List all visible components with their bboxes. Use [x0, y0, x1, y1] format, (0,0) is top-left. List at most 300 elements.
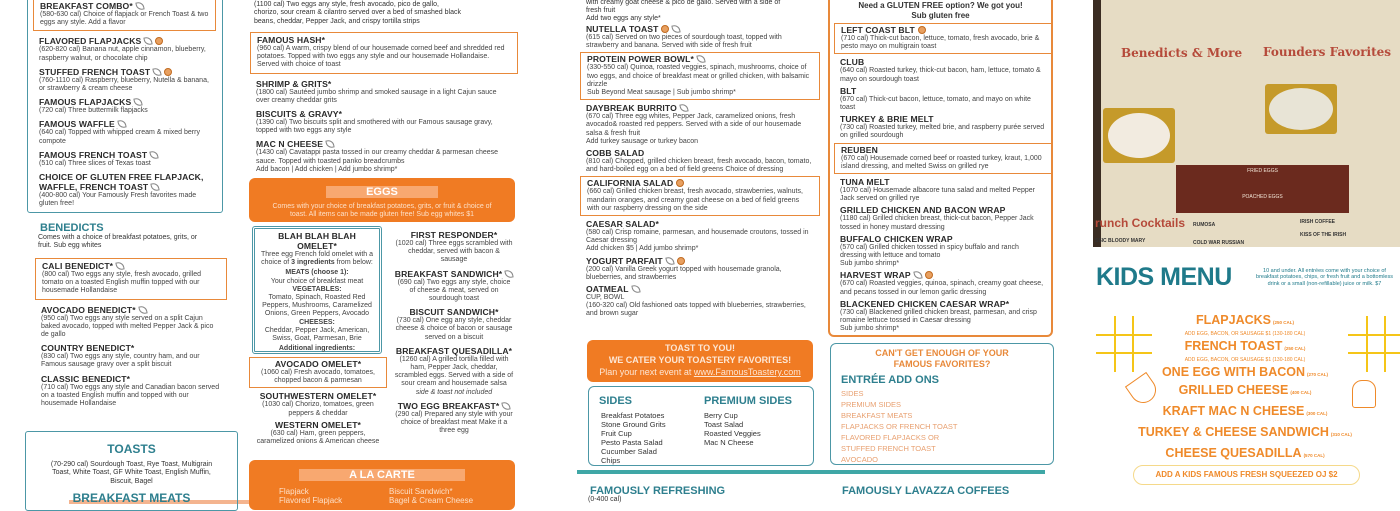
- menu-page-1: [0, 0, 245, 506]
- menu-item-title: CLASSIC BENEDICT*: [41, 373, 131, 384]
- list-entry: Chips: [601, 456, 621, 465]
- menu-item-name: [840, 177, 1046, 187]
- eggs-note: Comes with your choice of breakfast potatoes, grits, or fruit & choice of toast. All items can be made gluten free! Sub egg whites $1: [272, 203, 492, 219]
- list-entry: Cucumber Salad: [601, 447, 657, 456]
- menu-item-desc: (200 cal) Vanilla Greek yogurt topped with housemade granola, blueberries, and strawberries: [586, 265, 782, 281]
- omelet-meats-heading: MEATS (choose 1):: [285, 269, 349, 277]
- menu-item: [834, 205, 1052, 231]
- sides-box: [588, 386, 814, 466]
- toasts-heading: TOASTS: [103, 442, 159, 456]
- omelet-cheese: Cheddar, Pepper Jack, American, Swiss, Goat, Parmesan, Brie: [264, 326, 370, 343]
- menu-item-desc: (620-820 cal) Banana nut, apple cinnamon, blueberry, raspberry walnut, or chocolate chip: [39, 46, 206, 62]
- menu-item: [580, 103, 820, 146]
- a-la-carte-heading: A LA CARTE: [299, 469, 465, 481]
- menu-item-name: [394, 307, 514, 317]
- menu-item-desc: (800 cal) Two eggs any style, fresh avocado, grilled tomato on a toasted English muffin topped with our housemade Hollandaise: [42, 271, 202, 295]
- menu-item-desc: (1060 cal) Fresh avocado, tomatoes, chopped bacon & parmesan: [260, 369, 375, 385]
- vegetarian-leaf-icon: [679, 104, 688, 113]
- menu-item-title: BISCUIT SANDWICH*: [409, 307, 499, 318]
- menu-item-name: [586, 284, 814, 294]
- menu-item-title: GRILLED CHICKEN AND BACON WRAP: [840, 205, 1006, 216]
- menu-item-desc: (580-630 cal) Choice of flapjack or French Toast & two eggs any style. Add a flavor: [40, 11, 209, 27]
- menu-item-note: side & toast not included: [415, 388, 493, 396]
- menu-item-desc: (640 cal) Topped with whipped cream & mixed berry compote: [39, 129, 200, 145]
- alacarte-item: Bagel & Cream Cheese: [389, 496, 474, 505]
- menu-item-title: PROTEIN POWER BOWL*: [587, 54, 694, 65]
- catering-line-3: Plan your next event at: [599, 367, 692, 377]
- menu-item-name: [256, 109, 512, 119]
- favorites-items: [250, 30, 518, 178]
- menu-item-desc: (810 cal) Chopped, grilled chicken breast, fresh avocado, bacon, tomato, and hard-boiled egg on a bed of field greens Choice of dressing: [586, 158, 812, 174]
- menu-item-desc: (960 cal) A warm, crispy blend of our housemade corned beef and shredded red potatoes. Topped with two eggs any style and our housemade Hollandaise. Served with choice of toast: [257, 45, 505, 69]
- menu-item-desc: (760-1110 cal) Raspberry, blueberry, Nutella & banana, or strawberry & cream cheese: [39, 76, 209, 93]
- omelet-intro: Three egg French fold omelet with a choice of: [260, 251, 374, 267]
- menu-item: [33, 67, 216, 93]
- menu-item-title: BLACKENED CHICKEN CAESAR WRAP*: [840, 298, 1010, 309]
- menu-item-desc: (730 cal) One egg any style, cheddar cheese & choice of bacon or sausage served on a biscuit: [395, 317, 513, 341]
- kids-item-name: TURKEY & CHEESE SANDWICH: [1138, 425, 1329, 439]
- add-ons-question: CAN'T GET ENOUGH OF YOUR FAMOUS FAVORITES?: [875, 348, 1009, 369]
- menu-item: [249, 420, 387, 446]
- menu-item: [250, 32, 518, 74]
- menu-item-name: [39, 150, 210, 160]
- signature-badge-icon: [661, 25, 669, 33]
- photo-bloody-mary: SSIC BLOODY MARY: [1095, 238, 1146, 244]
- kids-item: [1130, 383, 1360, 400]
- menu-item-desc: (1020 cal) Three eggs scrambled with cheddar, served with bacon & sausage: [395, 240, 513, 264]
- vegetarian-leaf-icon: [134, 98, 143, 107]
- menu-page-3: [578, 0, 828, 503]
- kids-menu-title: KIDS MENU: [1096, 263, 1232, 291]
- menu-item: [580, 219, 820, 254]
- list-entry: Stone Ground Grits: [601, 420, 666, 429]
- menu-item-desc: (1180 cal) Grilled chicken breast, thick-cut bacon, Pepper Jack tossed in honey mustard dressing: [840, 215, 1034, 231]
- kids-item-name: FLAPJACKS: [1195, 313, 1271, 327]
- menu-item: [33, 150, 216, 168]
- menu-item-name: [840, 299, 1046, 309]
- menu-item-name: [41, 305, 221, 315]
- menu-item-title: AVOCADO OMELET*: [274, 359, 362, 369]
- kids-item: [1130, 404, 1360, 421]
- vegetarian-leaf-icon: [672, 24, 681, 33]
- kids-item: [1130, 365, 1360, 382]
- menu-item-desc: (580 cal) Crisp romaine, parmesan, and housemade croutons, tossed in Caesar dressing: [586, 229, 809, 245]
- photo-irish-coffee: IRISH COFFEE: [1300, 219, 1336, 225]
- catering-banner: [587, 340, 813, 382]
- menu-item-title: CALIFORNIA SALAD: [587, 178, 674, 189]
- list-entry: Breakfast Potatoes: [601, 411, 665, 420]
- menu-item: [35, 374, 227, 409]
- alacarte-item: Biscuit Sandwich*: [389, 487, 453, 496]
- menu-item-name: [394, 401, 514, 411]
- vegetarian-leaf-icon: [135, 1, 144, 10]
- menu-item: [249, 357, 387, 388]
- vegetarian-leaf-icon: [144, 37, 153, 46]
- menu-item-name: [586, 148, 814, 158]
- breakfast-meats-heading: BREAKFAST MEATS: [69, 491, 195, 505]
- photo-rumosa: RUMOSA: [1193, 222, 1216, 228]
- egg-items-right: [388, 230, 520, 439]
- menu-item: [834, 143, 1052, 174]
- menu-item-addon: Add bacon | Add chicken | Add jumbo shrimp*: [256, 165, 398, 173]
- menu-item-desc: (660 cal) Grilled chicken breast, fresh avocado, strawberries, walnuts, mandarin oranges, and creamy goat cheese on a bed of field greens with our raspberry dressing on the side: [587, 188, 803, 212]
- photo-kiss-irish: KISS OF THE IRISH: [1300, 232, 1347, 238]
- omelet-cheese-heading: CHEESES:: [299, 318, 335, 326]
- list-entry: Fruit Cup: [601, 429, 632, 438]
- menu-item-addon: Add turkey sausage or turkey bacon: [586, 137, 699, 145]
- menu-item: [33, 97, 216, 115]
- add-ons-heading: ENTRÉE ADD ONS: [837, 374, 943, 386]
- menu-item: [834, 57, 1052, 83]
- menu-item-name: [256, 139, 512, 149]
- menu-item-name: [840, 57, 1046, 67]
- menu-item-desc: (615 cal) Served on two pieces of sourdough toast, topped with strawberry and banana. Served with side of fresh fruit: [586, 34, 782, 50]
- list-entry: BREAKFAST MEATS: [841, 411, 913, 420]
- menu-item-name: [840, 205, 1046, 215]
- menu-item-addon: Sub jumbo shrimp*: [840, 325, 900, 333]
- menu-item-title: OATMEAL: [586, 284, 629, 295]
- vegetarian-leaf-icon: [696, 55, 705, 64]
- menu-item-desc: (720 cal) Three buttermilk flapjacks: [39, 107, 148, 115]
- top-item-extra: Add two eggs any style*: [586, 15, 661, 22]
- menu-item-desc: (1390 cal) Two biscuits split and smothered with our Famous sausage gravy, topped with two eggs any style: [256, 119, 493, 135]
- menu-item-desc: (670 cal) Roasted veggies, quinoa, spinach, creamy goat cheese, and pecans tossed in our lemon garlic dressing: [840, 280, 1044, 296]
- menu-item-title: BISCUITS & GRAVY*: [256, 109, 343, 120]
- menu-item-name: [394, 269, 514, 279]
- menu-item-name: [841, 145, 1045, 155]
- menu-item-title: SOUTHWESTERN OMELET*: [259, 391, 377, 402]
- signature-badge-icon: [918, 26, 926, 34]
- menu-item-name: [39, 97, 210, 107]
- menu-item: [834, 299, 1052, 334]
- photo-poached-eggs: POACHED EGGS: [1242, 194, 1283, 200]
- menu-item: [35, 343, 227, 369]
- photo-food-2: [1265, 84, 1337, 134]
- menu-item: [33, 0, 216, 31]
- menu-item-name: [840, 114, 1046, 124]
- menu-item-title: BLT: [840, 85, 857, 96]
- menu-item-name: [587, 178, 813, 188]
- photo-cocktails-heading: runch Cocktails: [1095, 216, 1186, 230]
- menu-item: [388, 230, 520, 265]
- vegetarian-leaf-icon: [151, 182, 160, 191]
- menu-item-title: REUBEN: [841, 144, 878, 155]
- menu-item-title: BREAKFAST COMBO*: [40, 1, 133, 11]
- list-entry: Mac N Cheese: [704, 438, 754, 447]
- menu-item-desc: (570 cal) Grilled chicken tossed in spicy buffalo and ranch dressing with lettuce and tomato: [840, 243, 1019, 260]
- sandwich-items: [834, 22, 1052, 335]
- kids-item-addon: ADD EGG, BACON, OR SAUSAGE $1 (130-180 CAL): [1184, 331, 1306, 337]
- menu-item-addon: Add chicken $5 | Add jumbo shrimp*: [586, 245, 699, 253]
- vegetarian-leaf-icon: [325, 140, 334, 149]
- omelet-intro-bold: 3 ingredients: [291, 259, 335, 267]
- toasts-desc: (70-290 cal) Sourdough Toast, Rye Toast, Multigrain Toast, White Toast, GF White Toast, English Muffin, Biscuit, Bagel: [50, 461, 213, 485]
- menu-item: [388, 401, 520, 436]
- add-ons-list: [837, 388, 1047, 465]
- menu-item-title: AVOCADO BENEDICT*: [41, 304, 136, 315]
- menu-item-title: BREAKFAST SANDWICH*: [394, 268, 503, 279]
- menu-item-desc: (400-800 cal) Your Famously Fresh favorites made gluten free!: [39, 192, 197, 208]
- menu-item-title: CAESAR SALAD*: [586, 219, 659, 230]
- menu-item: [33, 36, 216, 62]
- menu-item: [580, 148, 820, 174]
- menu-item: [580, 256, 820, 282]
- signature-badge-icon: [925, 271, 933, 279]
- sides-list: [595, 411, 700, 465]
- menu-item-title: CALI BENEDICT*: [42, 261, 114, 271]
- gluten-free-sub: Sub gluten free: [911, 11, 970, 20]
- list-entry: Berry Cup: [704, 411, 738, 420]
- menu-item-title: FAMOUS FRENCH TOAST: [39, 149, 148, 160]
- menu-item-name: [41, 343, 221, 353]
- menu-item: [834, 114, 1052, 140]
- menu-item-name: [841, 25, 1045, 35]
- menu-item: [834, 23, 1052, 54]
- vegetarian-leaf-icon: [502, 401, 511, 410]
- menu-item: [388, 307, 520, 342]
- benedicts-note: Comes with a choice of breakfast potatoes, grits, or fruit. Sub egg whites: [38, 234, 198, 250]
- menu-item-title: STUFFED FRENCH TOAST: [39, 66, 151, 77]
- menu-item-name: [840, 86, 1046, 96]
- menu-item: [249, 391, 387, 417]
- menu-item-desc: (330-550 cal) Quinoa, roasted veggies, spinach, mushrooms, choice of two eggs, and choice of breakfast meat or grilled chicken, with balsamic drizzle: [587, 64, 810, 88]
- photo-fried-eggs: FRIED EGGS: [1247, 168, 1278, 174]
- menu-item-title: HARVEST WRAP: [840, 270, 911, 281]
- menu-item: [250, 79, 518, 105]
- menu-item-title: FAMOUS FLAPJACKS: [39, 97, 132, 108]
- sides-heading: SIDES: [595, 395, 636, 407]
- kids-items: [1130, 312, 1360, 463]
- kids-item-cal: (250 CAL): [1273, 320, 1295, 325]
- coffee-heading: FAMOUSLY LAVAZZA COFFEES: [838, 485, 1013, 497]
- menu-item: [580, 176, 820, 216]
- omelet-items: [249, 356, 387, 448]
- omelet-additional: Additional ingredients:: [278, 345, 356, 353]
- menu-item-desc: (630 cal) Ham, green peppers, caramelized onions & American cheese: [256, 429, 380, 446]
- menu-item-title: TUNA MELT: [840, 177, 890, 188]
- menu-page-2: [246, 0, 526, 505]
- menu-item: [834, 177, 1052, 203]
- menu-item: [834, 270, 1052, 296]
- menu-item-desc: (670 cal) Three egg whites, Pepper Jack, caramelized onions, fresh avocado& roasted red peppers. Served with a side of our housemade salsa & fresh fruit: [586, 113, 802, 137]
- vegetarian-leaf-icon: [138, 305, 147, 314]
- menu-item-desc: (290 cal) Prepared any style with your choice of breakfast meat Make it a three egg: [395, 410, 513, 435]
- kids-item: [1130, 313, 1360, 330]
- vegetarian-leaf-icon: [117, 120, 126, 129]
- menu-item-desc: (950 cal) Two eggs any style served on a split Cajun baked avocado, topped with melted Pepper Jack & pico de gallo: [41, 314, 214, 339]
- menu-item-name: [256, 359, 380, 369]
- coffee-heading-wrap: [838, 481, 1013, 499]
- menu-item-desc: (510 cal) Three slices of Texas toast: [39, 159, 151, 167]
- menu-item-name: [256, 79, 512, 89]
- menu-item-desc: (830 cal) Two eggs any style, country ham, and our Famous sausage gravy over a split biscuit: [41, 353, 200, 369]
- alacarte-item: Flapjack: [279, 487, 309, 496]
- kids-item-cal: (250 CAL): [1284, 346, 1306, 351]
- list-entry: Pesto Pasta Salad: [601, 438, 663, 447]
- catering-line-1: TOAST TO YOU!: [664, 343, 735, 353]
- vegetarian-leaf-icon: [150, 150, 159, 159]
- gluten-free-note: Need a GLUTEN FREE option? We got you!: [858, 1, 1023, 10]
- menu-item: [250, 109, 518, 135]
- menu-item-title: CLUB: [840, 57, 865, 68]
- refreshing-heading: FAMOUSLY REFRESHING: [586, 485, 729, 497]
- kids-item-name: FRENCH TOAST: [1184, 339, 1283, 353]
- menu-item-name: [42, 261, 220, 271]
- kids-item: [1130, 446, 1360, 463]
- menu-item-title: TWO EGG BREAKFAST*: [397, 400, 500, 411]
- signature-badge-icon: [677, 257, 685, 265]
- menu-item-name: [39, 172, 210, 192]
- menu-item-desc: (690 cal) Two eggs any style, choice of cheese & meat, served on sourdough toast: [397, 278, 511, 303]
- menu-item-name: [586, 256, 814, 266]
- omelet-box: [252, 226, 382, 354]
- menu-item-desc: (160-320 cal) Old fashioned oats topped with blueberries, strawberries, and brown sugar: [586, 302, 806, 318]
- signature-badge-icon: [164, 68, 172, 76]
- menu-item: [388, 269, 520, 304]
- menu-item-title: COBB SALAD: [586, 148, 645, 159]
- eggs-heading: EGGS: [326, 186, 438, 198]
- kids-item-addon: ADD EGG, BACON, OR SAUSAGE $1 (130-180 CAL): [1184, 357, 1306, 363]
- menu-item-name: [586, 24, 814, 34]
- menu-item-desc: (1800 cal) Sautéed jumbo shrimp and smoked sausage in a light Cajun sauce over creamy cheddar grits: [256, 88, 497, 104]
- alacarte-item: Flavored Flapjack: [279, 496, 343, 505]
- vegetarian-leaf-icon: [631, 284, 640, 293]
- menu-item-size: CUP, BOWL: [586, 294, 625, 302]
- kids-item-name: KRAFT MAC N CHEESE: [1162, 404, 1305, 418]
- kids-item: [1130, 425, 1360, 442]
- omelet-name: BLAH BLAH BLAH OMELET*: [278, 231, 356, 251]
- menu-item-desc: (730 cal) Roasted turkey, melted brie, and raspberry purée served on grilled sourdough: [840, 124, 1045, 140]
- bowls-salads-items: [580, 24, 820, 321]
- photo-food-1: [1103, 108, 1175, 163]
- menu-item-title: SHRIMP & GRITS*: [256, 78, 332, 89]
- menu-item-title: FAMOUS WAFFLE: [39, 119, 115, 130]
- menu-item-title: BUFFALO CHICKEN WRAP: [840, 233, 953, 244]
- menu-item-desc: (730 cal) Blackened grilled chicken breast, parmesan, and crisp romaine lettuce tossed in Caesar dressing: [840, 308, 1037, 325]
- menu-item: [388, 346, 520, 397]
- omelet-veg-heading: VEGETABLES:: [292, 285, 342, 293]
- griddle-items: [33, 0, 216, 212]
- menu-item-name: [394, 230, 514, 240]
- menu-item-title: NUTELLA TOAST: [586, 24, 659, 34]
- menu-item-title: YOGURT PARFAIT: [586, 255, 663, 266]
- photo-eggs-panel: [1176, 165, 1349, 213]
- menu-item-title: MAC N CHEESE: [256, 139, 324, 150]
- omelet-meats: Your choice of breakfast meat: [270, 277, 364, 285]
- kids-item-cal: (300 CAL): [1306, 411, 1328, 416]
- list-entry: SIDES: [841, 389, 864, 398]
- menu-item: [580, 24, 820, 50]
- menu-item: [580, 52, 820, 100]
- menu-item-title: TURKEY & BRIE MELT: [840, 114, 934, 125]
- menu-item-desc: (1260 cal) A grilled tortilla filled with ham, Pepper Jack, cheddar, scrambled eggs. Served with a side of sour cream and housemade salsa: [394, 355, 514, 388]
- menu-item-title: WESTERN OMELET*: [274, 419, 361, 430]
- menu-item-title: FIRST RESPONDER*: [410, 230, 498, 240]
- menu-item-name: [41, 374, 221, 384]
- menu-item-title: COUNTRY BENEDICT*: [41, 343, 135, 354]
- menu-item-title: LEFT COAST BLT: [841, 25, 915, 35]
- menu-item-name: [255, 420, 381, 430]
- vegetarian-leaf-icon: [153, 67, 162, 76]
- menu-item-title: DAYBREAK BURRITO: [586, 103, 677, 114]
- menu-item-addon: Sub Beyond Meat sausage | Sub jumbo shrimp*: [587, 89, 736, 97]
- menu-item: [35, 305, 227, 340]
- add-ons-box: [830, 343, 1054, 465]
- top-item-desc: with creamy goat cheese & pico de gallo. Served with a side of fresh fruit: [586, 0, 781, 15]
- list-entry: FLAPJACKS OR FRENCH TOAST: [841, 422, 958, 431]
- menu-item: [35, 258, 227, 300]
- menu-item-name: [255, 391, 381, 401]
- list-entry: PREMIUM SIDES: [841, 400, 902, 409]
- kids-item-name: CHEESE QUESADILLA: [1165, 446, 1302, 460]
- top-item-desc: (1100 cal) Two eggs any style, fresh avocado, pico de gallo, chorizo, sour cream & cilantro served over a bed of smashed black beans, cheddar, Pepper Jack, and crispy tortilla strips: [254, 1, 461, 25]
- menu-item: [834, 86, 1052, 112]
- menu-item-desc: (710 cal) Thick-cut bacon, lettuce, tomato, fresh avocado, brie & pesto mayo on multigrain toast: [841, 35, 1040, 51]
- kids-item-name: GRILLED CHEESE: [1178, 383, 1289, 397]
- menu-item-desc: (1070 cal) Housemade albacore tuna salad and melted Pepper Jack served on grilled rye: [840, 187, 1035, 203]
- vegetarian-leaf-icon: [505, 269, 514, 278]
- benedicts-items: [35, 256, 227, 412]
- menu-item: [33, 119, 216, 145]
- menu-item-name: [39, 67, 210, 77]
- catering-line-2: WE CATER YOUR TOASTERY FAVORITES!: [608, 355, 792, 365]
- menu-item: [250, 139, 518, 174]
- menu-item-name: [39, 36, 210, 46]
- menu-item-desc: (670 cal) Housemade corned beef or roasted turkey, kraut, 1,000 island dressing, and melted Swiss on grilled rye: [841, 154, 1042, 170]
- menu-item-desc: (710 cal) Two eggs any style and Canadian bacon served on a toasted English muffin and topped with our housemade Hollandaise: [41, 383, 220, 408]
- list-entry: Toast Salad: [704, 420, 744, 429]
- photo-founders-heading: Founders Favorites: [1263, 45, 1392, 59]
- photo-benedicts-heading: Benedicts & More: [1121, 46, 1243, 60]
- kids-item: [1130, 339, 1360, 356]
- kids-item-cal: (400 CAL): [1290, 390, 1312, 395]
- list-entry: AVOCADO: [841, 455, 878, 464]
- menu-item-name: [587, 54, 813, 64]
- a-la-carte-banner: [249, 460, 515, 510]
- list-entry: Roasted Veggies: [704, 429, 761, 438]
- list-entry: FLAVORED FLAPJACKS OR: [841, 433, 940, 442]
- kids-menu-note: 10 and under. All entrées come with your choice of breakfast potatoes, chips, or fresh fruit and a bottomless drink or a small (non-refillable) juice or milk. $7: [1256, 268, 1393, 287]
- vegetarian-leaf-icon: [115, 261, 124, 270]
- kids-item-cal: (310 CAL): [1330, 432, 1352, 437]
- vegetarian-leaf-icon: [913, 271, 922, 280]
- eggs-banner: [249, 178, 515, 222]
- menu-item-name: [586, 219, 814, 229]
- menu-item-name: [840, 234, 1046, 244]
- menu-item-title: CHOICE OF GLUTEN FREE FLAPJACK, WAFFLE, FRENCH TOAST: [39, 172, 204, 193]
- toasts-box: [25, 431, 238, 511]
- kids-oj-button: ADD A KIDS FAMOUS FRESH SQUEEZED OJ $2: [1133, 465, 1360, 485]
- photo-cold-war: COLD WAR RUSSIAN: [1193, 240, 1245, 246]
- premium-sides-heading: PREMIUM SIDES: [700, 395, 796, 407]
- kids-menu: [1090, 250, 1400, 500]
- omelet-intro-end: from below:: [336, 259, 373, 267]
- menu-item-desc: (1030 cal) Chorizo, tomatoes, green peppers & cheddar: [262, 401, 374, 417]
- menu-item-desc: (670 cal) Thick-cut bacon, lettuce, tomato, and mayo on white toast: [840, 95, 1031, 112]
- menu-item-title: BREAKFAST QUESADILLA*: [395, 345, 513, 356]
- catering-link[interactable]: www.FamousToastery.com: [693, 367, 801, 377]
- vegetarian-leaf-icon: [665, 256, 674, 265]
- menu-page-4: [828, 0, 1088, 500]
- menu-item-name: [840, 270, 1046, 280]
- menu-item-name: [586, 103, 814, 113]
- menu-item-desc: (640 cal) Roasted turkey, thick-cut bacon, ham, lettuce, tomato & mayo on sourdough toast: [840, 67, 1041, 83]
- omelet-veg: Tomato, Spinach, Roasted Red Peppers, Mushrooms, Caramelized Onions, Green Peppers, Avocado: [262, 294, 372, 318]
- premium-sides-list: [700, 411, 796, 447]
- menu-photo: [1093, 0, 1400, 247]
- menu-item-title: FAMOUS HASH*: [257, 35, 326, 45]
- menu-item-title: FLAVORED FLAPJACKS: [39, 36, 142, 47]
